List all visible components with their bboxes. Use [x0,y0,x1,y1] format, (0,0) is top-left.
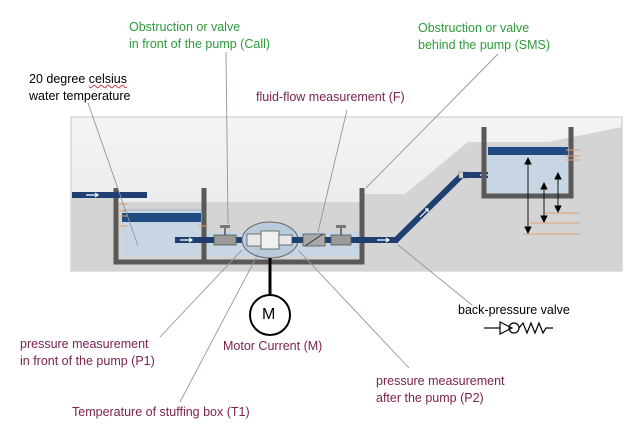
p1-label: pressure measurement in front of the pump (P1) [20,337,155,368]
water-temperature-label: 20 degree celsius water temperature [29,72,131,103]
left-tank-water-band [122,213,201,222]
valve-behind-label: Obstruction or valve behind the pump (SMS) [418,21,551,52]
motor-symbol-label: M [262,306,276,323]
inflow-pipe [72,192,147,198]
fluid-flow-label: fluid-flow measurement (F) [256,90,405,104]
back-pressure-valve-symbol [484,322,553,334]
motor-current-label: Motor Current (M) [223,339,323,353]
flow-meter-symbol [303,234,325,246]
right-tank-water-band [488,147,568,155]
valve-front-label: Obstruction or valve in front of the pump (Call) [129,20,271,51]
t1-label: Temperature of stuffing box (T1) [72,405,250,419]
p2-label: pressure measurement after the pump (P2) [376,374,505,405]
back-pressure-valve-label: back-pressure valve [458,303,570,317]
